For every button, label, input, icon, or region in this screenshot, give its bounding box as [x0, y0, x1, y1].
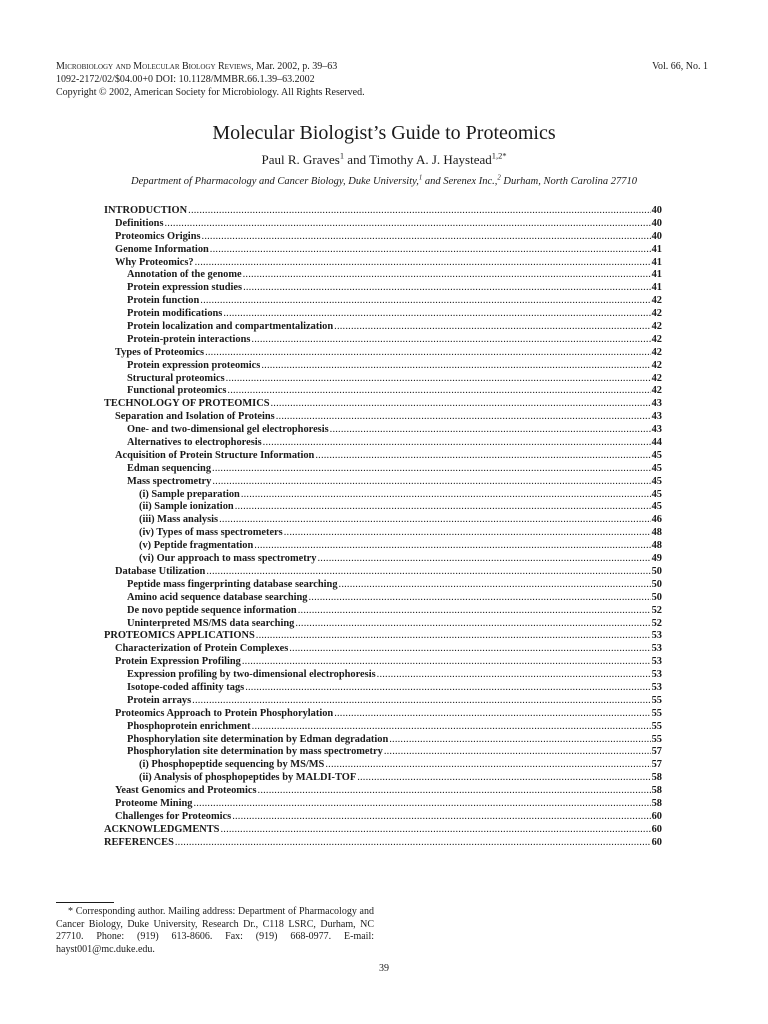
toc-leader-dots — [256, 630, 651, 643]
toc-leader-dots — [334, 321, 650, 334]
toc-entry[interactable] — [104, 540, 662, 553]
toc-entry-page: 58 — [651, 785, 662, 797]
toc-entry[interactable] — [104, 618, 662, 631]
toc-entry-label: Phosphorylation site determination by Edman degradation — [127, 733, 389, 745]
toc-entry-page: 41 — [651, 282, 662, 294]
journal-citation — [56, 60, 365, 73]
copyright-line: Copyright © 2002, American Society for Microbiology. All Rights Reserved. — [56, 87, 365, 98]
toc-entry-label: Separation and Isolation of Proteins — [115, 411, 275, 423]
toc-leader-dots — [330, 424, 651, 437]
toc-leader-dots — [210, 244, 651, 257]
toc-entry[interactable] — [104, 231, 662, 244]
toc-leader-dots — [289, 643, 650, 656]
toc-entry-label: Annotation of the genome — [127, 269, 242, 281]
toc-entry-page: 55 — [651, 720, 662, 732]
toc-entry-label: Challenges for Proteomics — [115, 810, 232, 822]
author-affiliation-mark — [492, 151, 507, 161]
toc-entry[interactable] — [104, 734, 662, 747]
toc-entry-page: 46 — [651, 514, 662, 526]
toc-entry-page: 50 — [651, 565, 662, 577]
toc-entry-label: Protein modifications — [127, 308, 223, 320]
toc-entry-label: Phosphoprotein enrichment — [127, 720, 251, 732]
toc-entry[interactable] — [104, 630, 662, 643]
toc-entry-page: 55 — [651, 733, 662, 745]
toc-entry-page: 44 — [651, 437, 662, 449]
toc-entry-label: Proteomics Approach to Protein Phosphorylation — [115, 707, 334, 719]
toc-entry[interactable] — [104, 269, 662, 282]
toc-entry-page: 45 — [651, 501, 662, 513]
toc-entry-label: (ii) Analysis of phosphopeptides by MALDI-TOF — [139, 772, 357, 784]
toc-leader-dots — [193, 798, 650, 811]
affiliation-text: Durham, North Carolina 27710 — [500, 176, 637, 187]
volume-label: Vol. 66, No. 1 — [652, 61, 708, 72]
toc-entry-page: 43 — [651, 398, 662, 410]
toc-entry-page: 53 — [651, 656, 662, 668]
affiliation-text: and Serenex Inc., — [422, 176, 498, 187]
toc-entry-page: 52 — [651, 604, 662, 616]
toc-entry-label: Acquisition of Protein Structure Information — [115, 449, 315, 461]
toc-entry-page: 58 — [651, 772, 662, 784]
author-name: Timothy A. J. Haystead — [369, 152, 492, 167]
toc-entry[interactable] — [104, 669, 662, 682]
toc-entry-label: (i) Sample preparation — [139, 488, 240, 500]
toc-entry-page: 42 — [651, 346, 662, 358]
toc-entry-page: 42 — [651, 295, 662, 307]
toc-entry[interactable] — [104, 682, 662, 695]
toc-entry[interactable] — [104, 643, 662, 656]
toc-entry[interactable] — [104, 514, 662, 527]
toc-entry[interactable] — [104, 360, 662, 373]
toc-entry-label: Peptide mass fingerprinting database searching — [127, 578, 338, 590]
toc-entry[interactable] — [104, 321, 662, 334]
toc-entry-page: 45 — [651, 475, 662, 487]
toc-entry-page: 55 — [651, 694, 662, 706]
toc-entry-label: Protein localization and compartmentalization — [127, 321, 334, 333]
toc-entry[interactable] — [104, 308, 662, 321]
toc-leader-dots — [389, 734, 650, 747]
doi-line: 1092-2172/02/$04.00+0 DOI: 10.1128/MMBR.66.1.39–63.2002 — [56, 74, 315, 85]
toc-entry-page: 41 — [651, 269, 662, 281]
toc-entry[interactable] — [104, 489, 662, 502]
toc-entry-label: Uninterpreted MS/MS data searching — [127, 617, 295, 629]
toc-leader-dots — [251, 334, 650, 347]
toc-entry[interactable] — [104, 553, 662, 566]
toc-entry-label: (iii) Mass analysis — [139, 514, 219, 526]
author-separator: and — [344, 152, 370, 167]
toc-leader-dots — [271, 398, 651, 411]
toc-entry[interactable] — [104, 424, 662, 437]
author-affiliation-number: 1,2 — [491, 150, 503, 161]
toc-leader-dots — [223, 308, 650, 321]
corresponding-author-mark: * — [502, 150, 507, 161]
toc-leader-dots — [252, 721, 651, 734]
toc-entry-label: Genome Information — [115, 243, 209, 255]
toc-leader-dots — [165, 218, 651, 231]
table-of-contents — [104, 205, 662, 850]
toc-leader-dots — [315, 450, 650, 463]
toc-entry-label: Proteome Mining — [115, 797, 193, 809]
toc-entry[interactable] — [104, 708, 662, 721]
toc-entry[interactable] — [104, 501, 662, 514]
toc-entry[interactable] — [104, 746, 662, 759]
toc-leader-dots — [227, 385, 650, 398]
toc-leader-dots — [192, 695, 650, 708]
author-line — [0, 151, 768, 169]
toc-entry[interactable] — [104, 837, 662, 850]
toc-entry-label: Types of Proteomics — [115, 346, 205, 358]
toc-entry-label: Why Proteomics? — [115, 256, 194, 268]
toc-entry-label: Phosphorylation site determination by mass spectrometry — [127, 746, 383, 758]
toc-leader-dots — [325, 759, 650, 772]
toc-entry[interactable] — [104, 824, 662, 837]
toc-entry-page: 45 — [651, 449, 662, 461]
toc-leader-dots — [384, 746, 651, 759]
toc-leader-dots — [254, 540, 650, 553]
toc-entry-page: 53 — [651, 669, 662, 681]
toc-entry-page: 60 — [651, 836, 662, 848]
toc-leader-dots — [232, 811, 650, 824]
toc-leader-dots — [188, 205, 650, 218]
toc-leader-dots — [334, 708, 650, 721]
toc-leader-dots — [212, 463, 651, 476]
toc-entry-label: One- and two-dimensional gel electrophoresis — [127, 424, 329, 436]
toc-entry[interactable] — [104, 579, 662, 592]
toc-entry-label: (ii) Sample ionization — [139, 501, 234, 513]
toc-entry[interactable] — [104, 695, 662, 708]
toc-entry-label: Structural proteomics — [127, 372, 225, 384]
toc-entry-page: 60 — [651, 810, 662, 822]
toc-entry-label: Protein-protein interactions — [127, 333, 251, 345]
toc-entry-label: (i) Phosphopeptide sequencing by MS/MS — [139, 759, 325, 771]
toc-entry-label: Mass spectrometry — [127, 475, 212, 487]
toc-entry-label: Isotope-coded affinity tags — [127, 681, 245, 693]
toc-leader-dots — [318, 553, 651, 566]
toc-leader-dots — [242, 656, 651, 669]
toc-entry-label: De novo peptide sequence information — [127, 604, 297, 616]
toc-entry-label: Protein expression proteomics — [127, 359, 261, 371]
toc-entry[interactable] — [104, 798, 662, 811]
toc-entry[interactable] — [104, 566, 662, 579]
toc-entry[interactable] — [104, 527, 662, 540]
author-affiliation-mark: 1 — [339, 150, 345, 161]
toc-entry-page: 55 — [651, 707, 662, 719]
toc-entry-label: Protein arrays — [127, 694, 192, 706]
toc-leader-dots — [276, 411, 651, 424]
toc-entry-label: ACKNOWLEDGMENTS — [104, 823, 220, 835]
toc-entry[interactable] — [104, 785, 662, 798]
toc-leader-dots — [205, 347, 651, 360]
toc-entry-page: 40 — [651, 205, 662, 216]
toc-entry-label: (iv) Types of mass spectrometers — [139, 527, 283, 539]
toc-leader-dots — [195, 257, 651, 270]
toc-entry-page: 49 — [651, 553, 662, 565]
toc-entry[interactable] — [104, 244, 662, 257]
toc-entry-label: Proteomics Origins — [115, 230, 201, 242]
toc-entry-page: 45 — [651, 488, 662, 500]
journal-name: Microbiology and Molecular Biology Reviews — [56, 61, 252, 72]
toc-leader-dots — [235, 501, 651, 514]
toc-entry-page: 42 — [651, 359, 662, 371]
toc-entry-label: Expression profiling by two-dimensional electrophoresis — [127, 669, 376, 681]
toc-entry-page: 57 — [651, 746, 662, 758]
toc-entry-page: 42 — [651, 321, 662, 333]
toc-leader-dots — [245, 682, 650, 695]
toc-leader-dots — [243, 282, 651, 295]
toc-entry-page: 50 — [651, 591, 662, 603]
toc-entry-page: 40 — [651, 230, 662, 242]
toc-leader-dots — [261, 360, 650, 373]
toc-entry-page: 48 — [651, 540, 662, 552]
toc-leader-dots — [309, 592, 651, 605]
toc-entry-page: 41 — [651, 256, 662, 268]
toc-leader-dots — [175, 837, 651, 850]
affiliation-text: Department of Pharmacology and Cancer Biology, Duke University, — [131, 176, 419, 187]
toc-entry-page: 42 — [651, 385, 662, 397]
affiliation-line — [0, 174, 768, 189]
toc-entry-label: Definitions — [115, 217, 164, 229]
toc-entry-label: INTRODUCTION — [104, 205, 188, 216]
toc-entry[interactable] — [104, 476, 662, 489]
toc-entry-page: 42 — [651, 333, 662, 345]
toc-entry[interactable] — [104, 592, 662, 605]
toc-entry[interactable] — [104, 721, 662, 734]
toc-entry-page: 42 — [651, 308, 662, 320]
toc-entry-label: Edman sequencing — [127, 462, 212, 474]
toc-entry[interactable] — [104, 450, 662, 463]
toc-entry-label: Characterization of Protein Complexes — [115, 643, 289, 655]
toc-entry-page: 45 — [651, 462, 662, 474]
toc-entry[interactable] — [104, 437, 662, 450]
toc-entry[interactable] — [104, 656, 662, 669]
toc-entry[interactable] — [104, 463, 662, 476]
toc-entry-page: 57 — [651, 759, 662, 771]
toc-leader-dots — [212, 476, 650, 489]
toc-entry[interactable] — [104, 398, 662, 411]
toc-entry-label: (vi) Our approach to mass spectrometry — [139, 553, 317, 565]
toc-leader-dots — [298, 605, 651, 618]
toc-leader-dots — [243, 269, 651, 282]
toc-entry[interactable] — [104, 257, 662, 270]
toc-entry-page: 41 — [651, 243, 662, 255]
toc-leader-dots — [200, 295, 650, 308]
toc-entry[interactable] — [104, 218, 662, 231]
toc-entry-page: 53 — [651, 643, 662, 655]
toc-entry[interactable] — [104, 811, 662, 824]
toc-entry-label: Alternatives to electrophoresis — [127, 437, 262, 449]
toc-entry-label: TECHNOLOGY OF PROTEOMICS — [104, 398, 270, 410]
toc-entry-label: Amino acid sequence database searching — [127, 591, 308, 603]
toc-entry[interactable] — [104, 772, 662, 785]
toc-entry-page: 52 — [651, 617, 662, 629]
toc-entry-page: 43 — [651, 411, 662, 423]
toc-entry[interactable] — [104, 205, 662, 218]
toc-entry-page: 43 — [651, 424, 662, 436]
toc-entry-label: PROTEOMICS APPLICATIONS — [104, 630, 255, 642]
toc-leader-dots — [377, 669, 651, 682]
toc-entry-label: Yeast Genomics and Proteomics — [115, 785, 257, 797]
toc-leader-dots — [219, 514, 651, 527]
article-title: Molecular Biologist’s Guide to Proteomics — [212, 122, 556, 144]
toc-leader-dots — [263, 437, 651, 450]
affiliation-mark: 2 — [497, 174, 501, 182]
toc-entry[interactable] — [104, 759, 662, 772]
toc-leader-dots — [206, 566, 650, 579]
toc-entry-label: REFERENCES — [104, 836, 174, 848]
toc-entry-page: 50 — [651, 578, 662, 590]
journal-header — [56, 60, 365, 99]
toc-entry-page: 40 — [651, 217, 662, 229]
toc-entry-page: 53 — [651, 630, 662, 642]
toc-leader-dots — [241, 489, 651, 502]
toc-leader-dots — [295, 618, 650, 631]
toc-entry-label: Protein expression studies — [127, 282, 243, 294]
toc-leader-dots — [357, 772, 650, 785]
toc-entry[interactable] — [104, 334, 662, 347]
toc-entry-label: (v) Peptide fragmentation — [139, 540, 254, 552]
toc-leader-dots — [339, 579, 651, 592]
toc-entry-label: Database Utilization — [115, 565, 206, 577]
toc-entry-page: 60 — [651, 823, 662, 835]
toc-entry[interactable] — [104, 347, 662, 360]
toc-entry-label: Protein Expression Profiling — [115, 656, 241, 668]
journal-issue: , Mar. 2002, p. 39–63 — [251, 61, 338, 72]
toc-leader-dots — [258, 785, 651, 798]
toc-leader-dots — [220, 824, 650, 837]
toc-entry-page: 42 — [651, 372, 662, 384]
toc-leader-dots — [202, 231, 651, 244]
toc-leader-dots — [226, 373, 651, 386]
toc-entry[interactable] — [104, 411, 662, 424]
affiliation-mark: 1 — [418, 174, 423, 182]
toc-entry[interactable] — [104, 385, 662, 398]
toc-entry-page: 58 — [651, 797, 662, 809]
toc-entry[interactable] — [104, 373, 662, 386]
toc-leader-dots — [284, 527, 651, 540]
page-number: 39 — [379, 963, 389, 974]
toc-entry-label: Functional proteomics — [127, 385, 227, 397]
author-name: Paul R. Graves — [261, 152, 340, 167]
toc-entry-page: 48 — [651, 527, 662, 539]
toc-entry[interactable] — [104, 282, 662, 295]
toc-entry-page: 53 — [651, 681, 662, 693]
toc-entry-label: Protein function — [127, 295, 200, 307]
toc-entry[interactable] — [104, 605, 662, 618]
footnote-divider — [56, 902, 114, 903]
corresponding-author-footnote: * Corresponding author. Mailing address: Department of Pharmacology and Cancer Biology, Duke University, Research Dr., C118 LSRC, Durham, NC 27710. Phone: (919) 613-8606. Fax: (919) 668-0977. E-mail: hayst001@mc.duke.edu. — [56, 906, 374, 955]
toc-entry[interactable] — [104, 295, 662, 308]
